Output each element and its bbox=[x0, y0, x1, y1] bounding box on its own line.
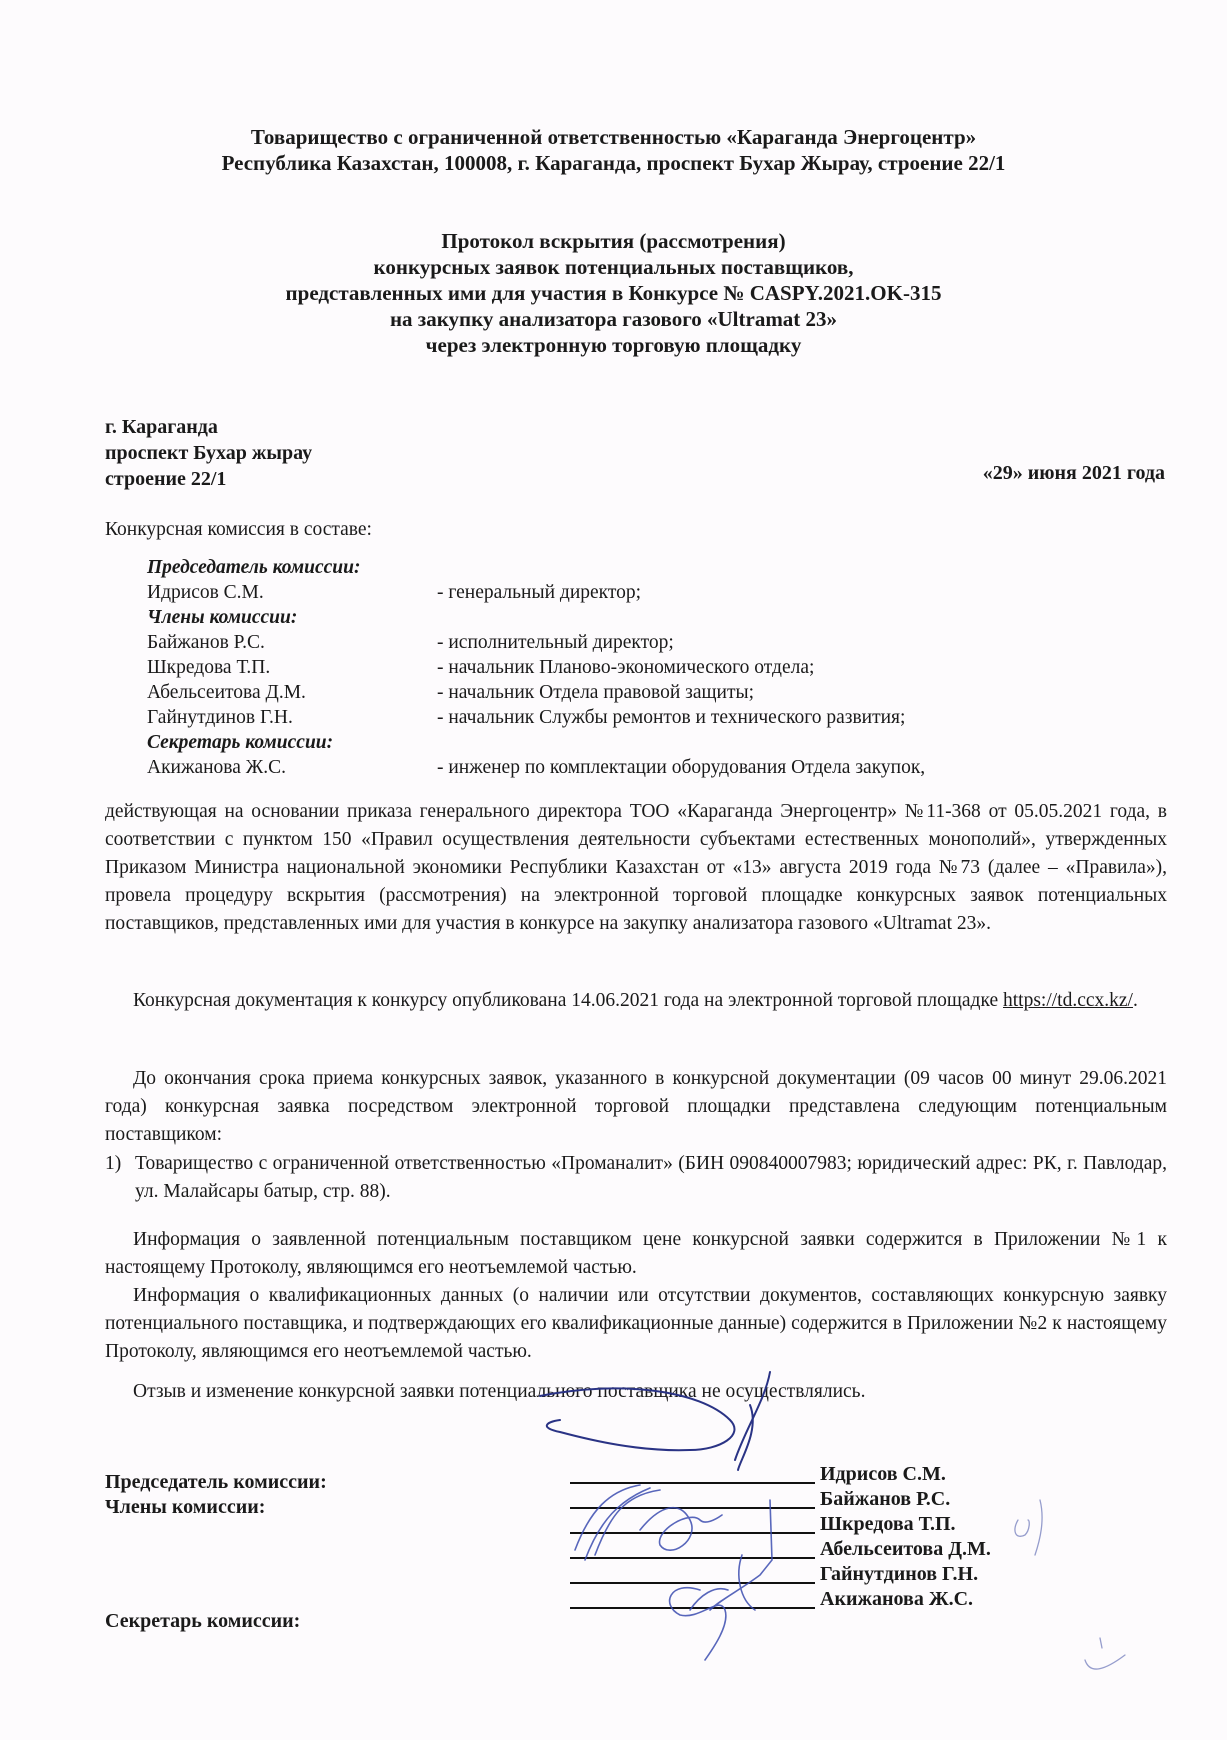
title-line: Протокол вскрытия (рассмотрения) bbox=[441, 229, 786, 253]
member-name: Абельсеитова Д.М. bbox=[147, 682, 306, 703]
chair-role: - генеральный директор; bbox=[437, 582, 642, 603]
paragraph-qualification-info: Информация о квалификационных данных (о наличии или отсутствии документов, составляющих конкурсную заявку потенциального поставщика, и подтверждающих его квалификационные данные) содержится в Приложении №2 к настоящему Протоколу, являющимся его неотъемлемой частью. bbox=[105, 1285, 1167, 1362]
chair-heading: Председатель комиссии: bbox=[147, 557, 361, 578]
supplier-number: 1) bbox=[105, 1153, 122, 1174]
organization-address: Республика Казахстан, 100008, г. Караганда, проспект Бухар Жырау, строение 22/1 bbox=[221, 151, 1006, 175]
sig-members-label: Члены комиссии: bbox=[105, 1496, 266, 1518]
secretary-role: - инженер по комплектации оборудования Отдела закупок, bbox=[437, 757, 926, 778]
title-line: представленных ими для участия в Конкурсе № CASPY.2021.OK-315 bbox=[285, 281, 942, 305]
sig-secretary-label: Секретарь комиссии: bbox=[105, 1610, 301, 1632]
supplier-entry: Товарищество с ограниченной ответственностью «Проманалит» (БИН 090840007983; юридический адрес: РК, г. Павлодар, ул. Малайсары батыр, стр. 88). bbox=[135, 1153, 1167, 1202]
signatory-name: Акижанова Ж.С. bbox=[820, 1588, 974, 1610]
member-name: Шкредова Т.П. bbox=[147, 657, 271, 678]
place-city: г. Караганда bbox=[105, 416, 218, 438]
publication-text: Конкурсная документация к конкурсу опубликована 14.06.2021 года на электронной торговой площадке bbox=[133, 990, 1003, 1011]
chair-name: Идрисов С.М. bbox=[147, 582, 264, 603]
title-line: через электронную торговую площадку bbox=[425, 333, 802, 357]
signatory-name: Идрисов С.М. bbox=[820, 1463, 946, 1485]
member-name: Гайнутдинов Г.Н. bbox=[147, 707, 293, 728]
place-street: проспект Бухар жырау bbox=[105, 442, 313, 464]
secretary-name: Акижанова Ж.С. bbox=[147, 757, 287, 778]
sig-chair-label: Председатель комиссии: bbox=[105, 1471, 327, 1493]
signatory-name: Шкредова Т.П. bbox=[820, 1513, 956, 1535]
paragraph-deadline: До окончания срока приема конкурсных заявок, указанного в конкурсной документации (09 часов 00 минут 29.06.2021 года) конкурсная заявка посредством электронной торговой площадки представлена следующим потенциальным поставщиком: bbox=[105, 1068, 1167, 1145]
platform-link[interactable]: https://td.ccx.kz/ bbox=[1003, 990, 1133, 1011]
signatory-name: Байжанов Р.С. bbox=[820, 1488, 951, 1510]
place-building: строение 22/1 bbox=[105, 468, 227, 490]
publication-end: . bbox=[1132, 990, 1138, 1011]
paragraph-price-info: Информация о заявленной потенциальным поставщиком цене конкурсной заявки содержится в Приложении №1 к настоящему Протоколу, являющимся его неотъемлемой частью. bbox=[105, 1229, 1167, 1278]
document-date: «29» июня 2021 года bbox=[982, 462, 1165, 484]
title-line: конкурсных заявок потенциальных поставщиков, bbox=[373, 255, 854, 279]
paragraph-basis: действующая на основании приказа генерального директора ТОО «Караганда Энергоцентр» №11-368 от 05.05.2021 года, в соответствии с пунктом 150 «Правил осуществления деятельности субъектами естественных монополий», утвержденных Приказом Министра национальной экономики Республики Казахстан от «13» августа 2019 года №73 (далее – «Правила»), провела процедуру вскрытия (рассмотрения) на электронной торговой площадке конкурсных заявок потенциальных поставщиков, представленных ими для участия в конкурсе на закупку анализатора газового «Ultramat 23». bbox=[105, 801, 1167, 934]
members-heading: Члены комиссии: bbox=[147, 607, 298, 628]
member-name: Байжанов Р.С. bbox=[147, 632, 265, 653]
signatory-name: Абельсеитова Д.М. bbox=[820, 1538, 991, 1560]
member-role: - начальник Планово-экономического отдела; bbox=[437, 657, 815, 678]
title-line: на закупку анализатора газового «Ultramat 23» bbox=[389, 307, 838, 331]
secretary-heading: Секретарь комиссии: bbox=[147, 732, 334, 753]
commission-intro: Конкурсная комиссия в составе: bbox=[105, 519, 372, 540]
member-role: - начальник Отдела правовой защиты; bbox=[437, 682, 754, 703]
paragraph-withdrawal: Отзыв и изменение конкурсной заявки потенциального поставщика не осуществлялись. bbox=[133, 1381, 866, 1402]
signatory-name: Гайнутдинов Г.Н. bbox=[820, 1563, 979, 1585]
member-role: - начальник Службы ремонтов и технического развития; bbox=[437, 707, 906, 728]
member-role: - исполнительный директор; bbox=[437, 632, 674, 653]
organization-name: Товарищество с ограниченной ответственностью «Караганда Энергоцентр» bbox=[250, 125, 977, 149]
